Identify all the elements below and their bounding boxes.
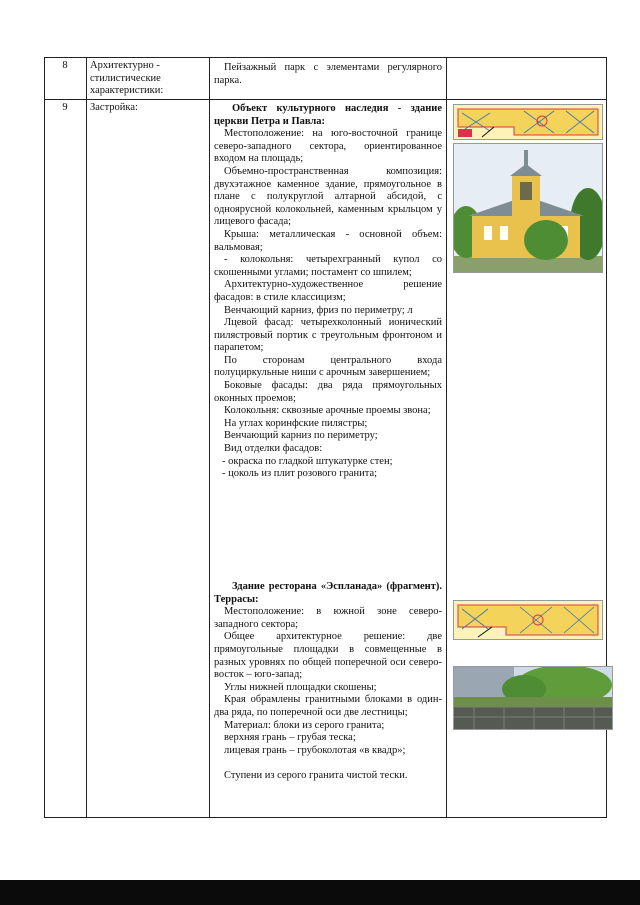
description-paragraph — [214, 757, 442, 770]
row-number: 9 — [62, 102, 68, 113]
description-paragraph: - окраска по гладкой штукатурке стен; — [222, 455, 393, 467]
description-paragraph: - колокольня: четырехгранный купол со скошенными углами; постамент со шпилем; — [214, 254, 442, 278]
object1-title: Объект культурного наследия - здание церкви Петра и Павла: — [214, 103, 442, 127]
description-paragraph: Местоположение: на юго-восточной границе северо-западного сектора, ориентированное входом на площадь; — [214, 128, 442, 165]
description-paragraph: Края обрамлены гранитными блоками в один-два ряда, по поперечной оси две лестницы; — [214, 694, 442, 718]
table-bottom-border — [44, 817, 607, 818]
row-divider — [44, 99, 607, 100]
row-label: Архитектурно - стилистические характеристики: — [90, 60, 164, 97]
description-paragraph: На углах коринфские пилястры; — [224, 417, 368, 429]
description-paragraph: Вид отделки фасадов: — [224, 443, 323, 455]
description-paragraph: - цоколь из плит розового гранита; — [222, 468, 378, 480]
column-divider-2 — [209, 57, 210, 818]
object2-title: Здание ресторана «Эспланада» (фрагмент). Террасы: — [214, 581, 442, 605]
description-paragraph: Общее архитектурное решение: две прямоугольные площадки в совмещенные в разных уровнях по общей поперечной оси северо-восток – юго-запад; — [214, 631, 442, 681]
site-plan-thumbnail — [453, 104, 603, 140]
description-paragraph: Венчающий карниз, фриз по периметру; л — [224, 304, 413, 316]
scan-bottom-edge — [0, 880, 640, 905]
object1-description — [214, 103, 442, 481]
description-paragraph: Лцевой фасад: четырехколонный ионический пилястровый портик с треугольным фронтоном и парапетом; — [214, 317, 442, 354]
terrace-photo — [453, 666, 613, 730]
description-paragraph: Местоположение: в южной зоне северо-западного сектора; — [214, 606, 442, 630]
description-paragraph: лицевая грань – грубоколотая «в квадр»; — [224, 744, 406, 756]
row-label: Застройка: — [90, 102, 138, 113]
column-divider-3 — [446, 57, 447, 818]
description-paragraph: Боковые фасады: два ряда прямоугольных оконных проемов; — [214, 380, 442, 404]
table-top-border — [44, 57, 607, 58]
row-description — [214, 62, 442, 87]
description-paragraph: Объемно-пространственная композиция: двухэтажное каменное здание, прямоугольное в плане с полукруглой алтарной абсидой, с одноярусной колокольней, каменным крыльцом у лицевого фасада; — [214, 165, 442, 228]
description-paragraph: Ступени из серого гранита чистой тески. — [224, 769, 408, 781]
column-divider-1 — [86, 57, 87, 818]
description-paragraph: Углы нижней площадки скошены; — [224, 681, 377, 693]
description-paragraph: Колокольня: сквозные арочные проемы звона; — [224, 405, 431, 417]
site-plan-thumbnail — [453, 600, 603, 640]
description-paragraph: Пейзажный парк с элементами регулярного парка. — [214, 62, 442, 86]
description-paragraph: верхняя грань – грубая теска; — [224, 732, 356, 744]
description-paragraph: По сторонам центрального входа полуциркульные ниши с арочным завершением; — [214, 354, 442, 379]
church-photo — [453, 143, 603, 273]
description-paragraph: Крыша: металлическая - основной объем: вальмовая; — [214, 228, 442, 253]
object2-description — [214, 581, 442, 783]
description-paragraph: Архитектурно-художественное решение фасадов: в стиле классицизм; — [214, 279, 442, 303]
table-left-border — [44, 57, 45, 818]
description-paragraph: Материал: блоки из серого гранита; — [224, 719, 385, 731]
row-number: 8 — [62, 60, 68, 71]
description-paragraph: Венчающий карниз по периметру; — [224, 430, 378, 442]
